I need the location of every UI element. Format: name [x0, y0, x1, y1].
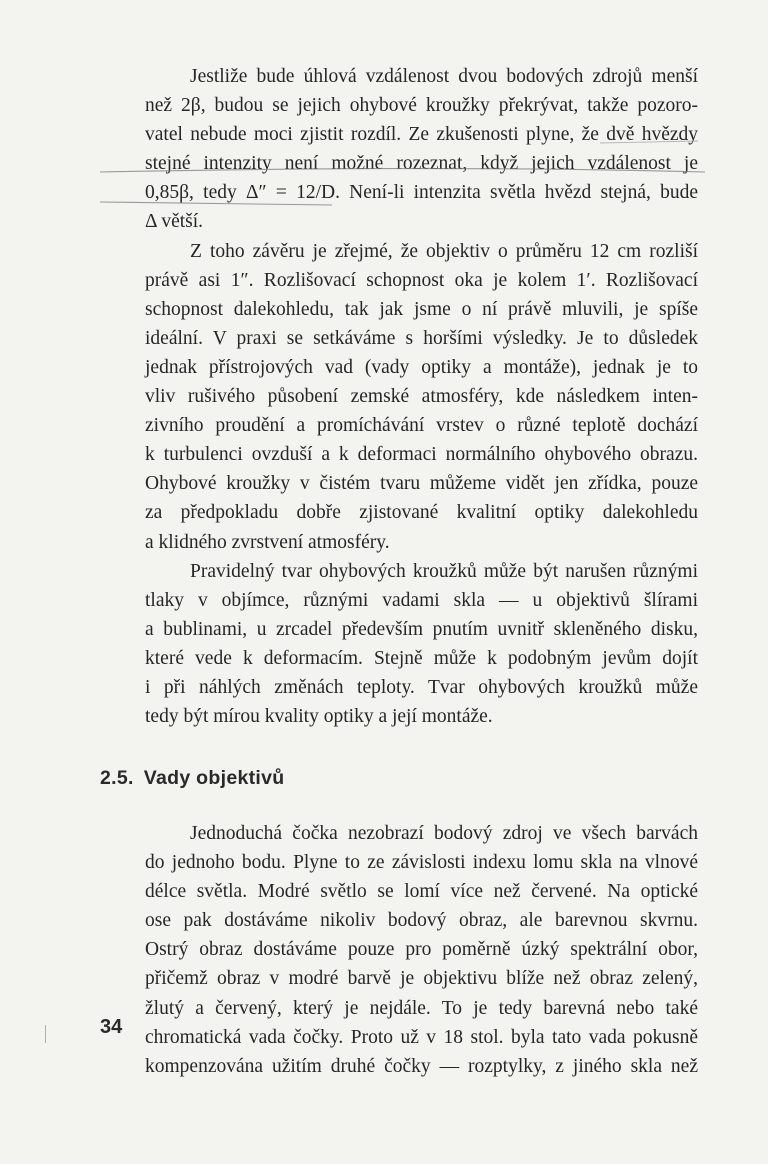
text-line: Jednoduchá čočka nezobrazí bodový zdroj ve všech barvách [190, 823, 698, 844]
text-line: a klidného zvrstvení atmosféry. [145, 531, 390, 553]
paragraph-2 [100, 237, 698, 557]
text-line: Jestliže bude úhlová vzdálenost dvou bodových zdrojů menší [190, 66, 698, 87]
margin-pencil-mark [45, 1025, 46, 1043]
text-line: kompenzována užitím druhé čočky — rozptylky, z jiného skla než [145, 1055, 698, 1077]
section-heading [100, 767, 284, 790]
text-line: Pravidelný tvar ohybových kroužků může být narušen různými [190, 560, 698, 582]
text-line: Ostrý obraz dostáváme pouze pro poměrně úzký spektrální obor, [145, 939, 698, 961]
text-line: jednak přístrojových vad (vady optiky a montáže), jednak je to [145, 356, 698, 378]
text-line: délce světla. Modré světlo se lomí více než červené. Na optické [145, 881, 698, 903]
text-line: tedy být mírou kvality optiky a její montáže. [145, 706, 493, 728]
text-line: a bublinami, u zrcadel především pnutím uvnitř skleněného disku, [145, 618, 698, 640]
section-number: 2.5. [100, 767, 134, 789]
text-line: právě asi 1″. Rozlišovací schopnost oka je kolem 1′. Rozlišovací [145, 269, 698, 291]
text-line: do jednoho bodu. Plyne to ze závislosti indexu lomu skla na vlnové [145, 852, 698, 874]
paragraph-1 [100, 62, 698, 237]
text-line: Δ větší. [145, 211, 204, 233]
text-line: Z toho závěru je zřejmé, že objektiv o průměru 12 cm rozliší [190, 240, 698, 262]
text-line: tlaky v objímce, různými vadami skla — u objektivů šlírami [145, 589, 698, 611]
text-line: k turbulenci ovzduší a k deformaci normálního ohybového obrazu. [145, 444, 698, 466]
text-line: než 2β, budou se jejich ohybové kroužky překrývat, takže pozoro- [145, 95, 698, 117]
paragraph-3 [100, 557, 698, 732]
text-line: schopnost dalekohledu, tak jak jsme o ní právě mluvili, je spíše [145, 298, 698, 320]
section-title: Vady objektivů [143, 767, 285, 789]
text-line: i při náhlých změnách teploty. Tvar ohybových kroužků může [145, 676, 698, 698]
body-text-bottom [100, 819, 698, 1081]
text-line: 0,85β, tedy Δ″ = 12/D. Není-li intenzita světla hvězd stejná, bude [145, 182, 698, 204]
paragraph-4 [100, 819, 698, 1081]
page-number: 34 [100, 1016, 123, 1038]
text-line: Ohybové kroužky v čistém tvaru můžeme vidět jen zřídka, pouze [145, 473, 698, 495]
text-line: ideální. V praxi se setkáváme s horšími výsledky. Je to důsledek [145, 327, 698, 349]
text-line: přičemž obraz v modré barvě je objektivu blíže než obraz zelený, [145, 968, 698, 990]
text-line: zivního proudění a promíchávání vrstev o různé teplotě dochází [145, 415, 698, 437]
text-line: za předpokladu dobře zjistované kvalitní optiky dalekohledu [145, 502, 698, 524]
text-line: vliv rušivého působení zemské atmosféry, kde následkem inten- [145, 386, 698, 408]
text-line: chromatická vada čočky. Proto už v 18 stol. byla tato vada pokusně [145, 1026, 698, 1048]
body-text-top [100, 62, 698, 731]
text-line: žlutý a červený, který je nejdále. To je tedy barevná nebo také [145, 997, 698, 1019]
text-line: které vede k deformacím. Stejně může k podobným jevům dojít [145, 647, 698, 669]
text-line: ose pak dostáváme nikoliv bodový obraz, ale barevnou skvrnu. [145, 910, 698, 932]
text-line: stejné intenzity není možné rozeznat, když jejich vzdálenost je [145, 153, 698, 175]
text-line: vatel nebude moci zjistit rozdíl. Ze zkušenosti plyne, že dvě hvězdy [145, 124, 698, 146]
